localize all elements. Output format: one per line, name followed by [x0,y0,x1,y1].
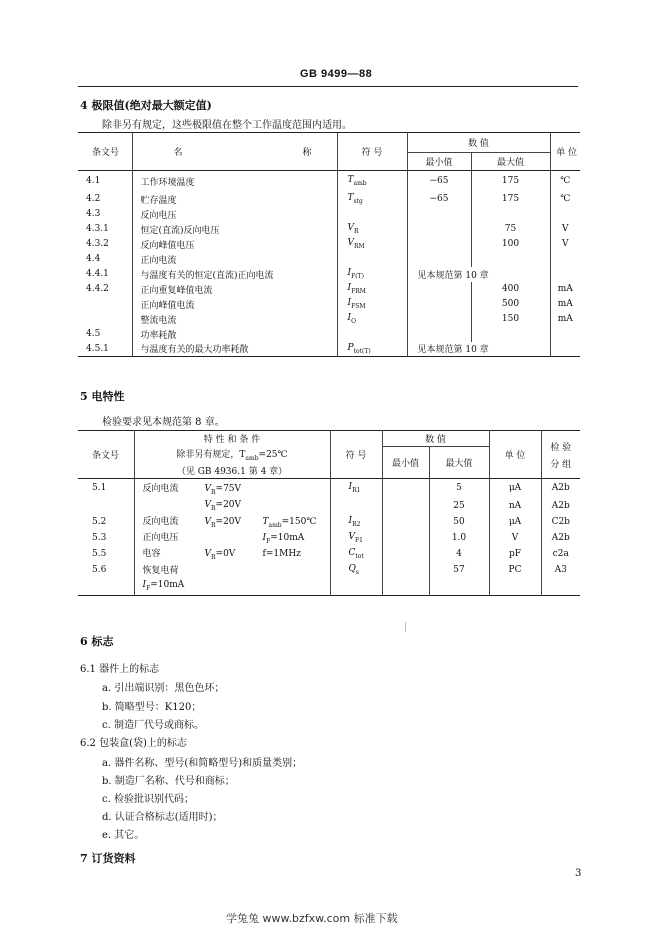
cell-symbol: $T_{stg}$ [337,192,407,207]
cell-clause: 4.4.2 [86,284,109,294]
table-row [78,479,580,498]
cell-unit: ℃ [550,192,580,207]
cell-max: 150 [471,312,550,327]
cell-note: 见本规范第 10 章 [407,267,550,282]
table-row [78,327,580,342]
electrical-characteristics-table [78,430,580,596]
cell-symbol [337,327,407,342]
site-footer: 学兔兔 www.bzfxw.com 标准下载 [226,912,398,925]
cell-max: 175 [471,192,550,207]
cell-clause: 4.3.2 [86,239,109,249]
table-row [78,192,580,207]
cell-symbol: $I_{FSM}$ [337,297,407,312]
table-row [78,562,580,578]
list-item: b. 制造厂名称、代号和商标； [102,776,235,787]
cell-symbol: $C_{tot}$ [330,546,382,562]
cell-max: 500 [471,297,550,312]
cell-empty [429,578,489,596]
cell-group: c2a [541,546,580,562]
cell-unit [550,267,580,282]
table-row [78,252,580,267]
cell-unit: mA [550,282,580,297]
cell-clause: 5.3 [92,532,107,543]
cell-group: A3 [541,562,580,578]
cell-min [407,312,471,327]
cell-min [382,546,429,562]
cell-unit: PC [489,562,541,578]
th5-unit: 单 位 [489,431,541,479]
cell-unit [550,252,580,267]
standard-header: GB 9499—88 [300,68,373,80]
th5-char-2: 除非另有规定，$T_{amb}=25℃$ [134,447,330,463]
cell-empty [489,578,541,596]
cell-unit [550,342,580,357]
th-name: 名 称 [132,133,337,171]
cell-clause: 4.1 [86,176,101,187]
cell-condition: $I_F=10mA$ [134,578,330,596]
cell-min [407,282,471,297]
th-max: 最大值 [471,153,550,171]
cell-group: A2b [541,479,580,498]
list-item: b. 简略型号：K120； [102,702,202,713]
cell-symbol [330,498,382,514]
cell-symbol: $I_{FRM}$ [337,282,407,297]
cell-symbol: $I_O$ [337,312,407,327]
th5-clause: 条文号 [78,431,134,479]
th-min: 最小值 [407,153,471,171]
cell-clause: 4.2 [86,194,101,204]
section-5-title: 5 电特性 [80,390,125,403]
cell-unit: μA [489,514,541,530]
cell-symbol: $I_{R1}$ [330,479,382,498]
table-row [78,237,580,252]
cell-symbol [337,252,407,267]
th5-char-3: （见 GB 4936.1 第 4 章） [134,463,330,479]
cell-name: 贮存温度 [132,192,337,207]
cell-clause: 5.1 [92,483,107,494]
section-6-1-title: 6.1 器件上的标志 [80,664,160,675]
condition-extra: $T_{amb}=150℃$ [262,517,317,529]
cell-clause: 4.3 [86,209,101,219]
cell-min: −65 [407,171,471,192]
list-item: e. 其它。 [102,830,145,841]
cell-empty [78,578,134,596]
cell-unit: ℃ [550,171,580,192]
cell-min [407,207,471,222]
cell-name: 功率耗散 [132,327,337,342]
cell-group: A2b [541,530,580,546]
cell-min: −65 [407,192,471,207]
cell-clause [78,312,132,327]
cell-condition: 电容 $V_R=0V$ f=1MHz [134,546,330,562]
table-row [78,312,580,327]
limit-values-table [78,132,580,357]
cell-clause: 5.2 [92,516,107,527]
cell-min [407,327,471,342]
cell-condition: 恢复电荷 [134,562,330,578]
cell-clause: 5.5 [92,548,107,559]
cell-unit: mA [550,312,580,327]
th5-char-1: 特 性 和 条 件 [134,431,330,447]
cell-max [471,207,550,222]
cell-note: 见本规范第 10 章 [407,342,550,357]
cell-symbol: $Q_s$ [330,562,382,578]
cell-symbol: $P_{tot(T)}$ [337,342,407,357]
cell-condition: 反向电流 $V_R=20V$ $T_{amb}=150℃$ [134,514,330,530]
cell-name: 正向峰值电流 [132,297,337,312]
th5-min: 最小值 [382,447,429,479]
cell-name: 恒定(直流)反向电压 [132,222,337,237]
condition-extra: f=1MHz [262,549,301,560]
th-clause: 条文号 [78,133,132,171]
section-5-intro: 检验要求见本规范第 8 章。 [102,417,225,428]
list-item: a. 引出端识别：黑色色环； [102,683,225,694]
cell-symbol [337,207,407,222]
cell-max: 50 [429,514,489,530]
cell-condition: 反向电流 $V_R=75V$ [134,479,330,498]
cell-symbol: $I_{R2}$ [330,514,382,530]
cell-empty [330,578,382,596]
cell-unit [550,327,580,342]
cell-unit: V [550,237,580,252]
table-row [78,514,580,530]
cell-min [382,498,429,514]
cell-max: 57 [429,562,489,578]
dash-separator [405,622,406,632]
table-row [78,546,580,562]
cell-symbol: $V_{F1}$ [330,530,382,546]
table-row [78,342,580,357]
cell-name: 反向电压 [132,207,337,222]
list-item: c. 制造厂代号或商标。 [102,720,204,731]
cell-name: 正向电流 [132,252,337,267]
cell-unit: nA [489,498,541,514]
cell-symbol: $T_{amb}$ [337,171,407,192]
cell-name: 正向重复峰值电流 [132,282,337,297]
cell-name: 工作环境温度 [132,171,337,192]
cell-clause [78,297,132,312]
cell-name: 与温度有关的最大功率耗散 [132,342,337,357]
cell-group: C2b [541,514,580,530]
cell-max [471,327,550,342]
cell-min [382,479,429,498]
cell-empty [382,578,429,596]
table-row [78,282,580,297]
page-number: 3 [575,868,582,879]
cell-unit: pF [489,546,541,562]
table-row [78,578,580,596]
table-row [78,498,580,514]
cell-unit: V [550,222,580,237]
list-item: a. 器件名称、型号(和简略型号)和质量类别； [102,758,303,769]
cell-unit: μA [489,479,541,498]
cell-condition: 正向电压 $I_F=10mA$ [134,530,330,546]
cell-unit [550,207,580,222]
section-4-title: 4 极限值(绝对最大额定值) [80,99,212,112]
cell-clause: 4.4.1 [86,269,109,279]
cell-min [407,237,471,252]
cell-clause: 5.6 [92,564,107,575]
cell-max: 400 [471,282,550,297]
cell-min [407,252,471,267]
cell-condition: $V_R=20V$ [134,498,330,514]
table-row [78,207,580,222]
th5-symbol: 符 号 [330,431,382,479]
table-row [78,267,580,282]
cell-min [382,562,429,578]
table-row [78,297,580,312]
section-6-title: 6 标志 [80,635,114,648]
section-7-title: 7 订货资料 [80,852,136,865]
cell-empty [541,578,580,596]
cell-max: 75 [471,222,550,237]
table-row [78,530,580,546]
cell-symbol: $V_{RM}$ [337,237,407,252]
cell-max: 5 [429,479,489,498]
cell-max: 175 [471,171,550,192]
cell-max: 25 [429,498,489,514]
th5-max: 最大值 [429,447,489,479]
list-item: d. 认证合格标志(适用时)； [102,812,223,823]
th5-insp: 检 验 分 组 [541,431,580,479]
cell-clause: 4.5 [86,329,101,339]
cell-clause: 4.4 [86,254,101,264]
header-rule [78,86,578,87]
table-row [78,222,580,237]
cell-max [471,252,550,267]
cell-clause [78,498,134,514]
cell-min [407,297,471,312]
cell-name: 整流电流 [132,312,337,327]
cell-symbol: $I_{F(T)}$ [337,267,407,282]
cell-max: 1.0 [429,530,489,546]
cell-unit: V [489,530,541,546]
section-4-intro: 除非另有规定，这些极限值在整个工作温度范围内适用。 [102,120,352,131]
cell-group: A2b [541,498,580,514]
th-value: 数 值 [407,133,550,153]
cell-name: 反向峰值电压 [132,237,337,252]
cell-max: 100 [471,237,550,252]
section-6-2-title: 6.2 包装盒(袋)上的标志 [80,738,187,749]
cell-min [382,514,429,530]
cell-unit: mA [550,297,580,312]
cell-clause: 4.3.1 [86,224,109,234]
th-symbol: 符 号 [337,133,407,171]
cell-clause: 4.5.1 [86,343,109,354]
table-row [78,171,580,192]
th5-value: 数 值 [382,431,489,447]
cell-symbol: $V_R$ [337,222,407,237]
cell-min [407,222,471,237]
cell-min [382,530,429,546]
list-item: c. 检验批识别代码； [102,794,194,805]
cell-name: 与温度有关的恒定(直流)正向电流 [132,267,337,282]
th-unit: 单 位 [550,133,580,171]
cell-max: 4 [429,546,489,562]
condition-extra: $I_F=10mA$ [262,533,305,545]
